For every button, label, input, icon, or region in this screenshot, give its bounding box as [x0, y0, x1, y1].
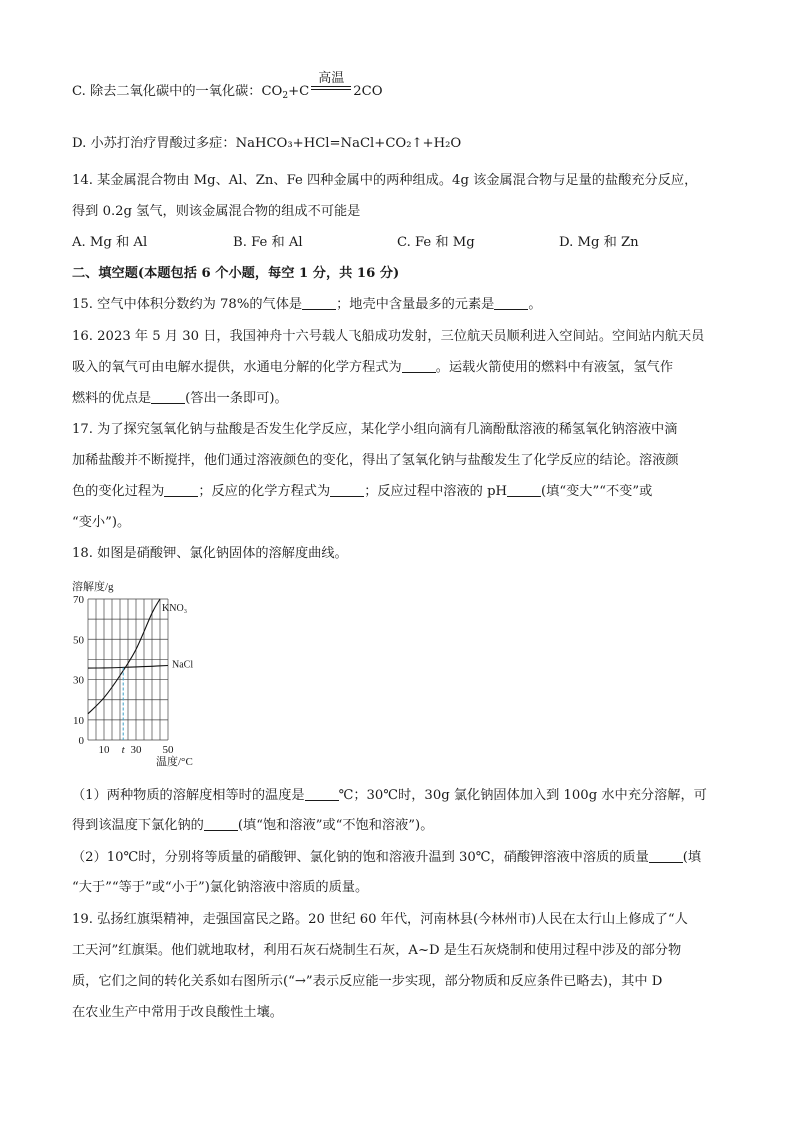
q13-d-text: D. 小苏打治疗胃酸过多症： — [72, 136, 236, 151]
q13-c-formula-start: $CO_2+C$ — [261, 84, 310, 101]
q18-p2b: (填 — [682, 850, 702, 865]
y-tick-label: 30 — [73, 674, 84, 687]
q16-line2 — [72, 359, 673, 377]
q18-p1a: （1）两种物质的溶解度相等时的温度是 — [72, 788, 305, 803]
q16-line1: 16. 2023 年 5 月 30 日，我国神舟十六号载人飞船成功发射，三位航天员顺利进入空间站。空间站内航天员 — [72, 329, 705, 344]
q15-part-c: 。 — [528, 297, 542, 312]
q14-option-d: D. Mg 和 Zn — [559, 235, 639, 250]
q15-part-b: ；地壳中含量最多的元素是 — [336, 297, 495, 312]
series-line-kno3 — [88, 599, 160, 714]
q19-line1: 19. 弘扬红旗渠精神，走强国富民之路。20 世纪 60 年代，河南林县(今林州市)人民在太行山上修成了“人 — [72, 912, 688, 927]
x-tick-label: 30 — [130, 744, 142, 756]
q14-line1: 14. 某金属混合物由 Mg、Al、Zn、Fe 四种金属中的两种组成。4g 该金属混合物与足量的盐酸充分反应， — [72, 173, 698, 188]
y-tick-label: 50 — [73, 634, 84, 647]
q13-c-product: 2CO — [353, 84, 383, 99]
answer-blank — [151, 390, 185, 404]
q17-l3b: ；反应的化学方程式为 — [198, 484, 331, 499]
nacl-label: NaCl — [172, 659, 194, 671]
answer-blank — [649, 849, 683, 863]
q19-line2: 工天河”红旗渠。他们就地取材，利用石灰石烧制生石灰，A~D 是生石灰烧制和使用过程中涉及的部分物 — [72, 943, 682, 958]
q18-part2-line1 — [72, 849, 701, 867]
q13-d-formula: NaHCO₃+HCl=NaCl+CO₂↑+H₂O — [235, 136, 462, 151]
q14-line2: 得到 0.2g 氢气，则该金属混合物的组成不可能是 — [72, 204, 361, 219]
q16-l2b: 。运载火箭使用的燃料中有液氢，氢气作 — [435, 360, 674, 375]
reaction-condition-label: 高温 — [318, 71, 345, 86]
q18-p2a: （2）10℃时，分别将等质量的硝酸钾、氯化钠的饱和溶液升温到 30℃，硝酸钾溶液中溶质的质量 — [72, 850, 649, 865]
chart-grid — [88, 599, 168, 740]
answer-blank — [302, 296, 336, 310]
q17-l3a: 色的变化过程为 — [72, 484, 165, 499]
q18-part1-line1 — [72, 787, 707, 805]
x-tick-label: 50 — [162, 744, 174, 756]
x-tick-label: t — [121, 744, 125, 756]
q17-line4: “变小”)。 — [72, 515, 131, 530]
y-tick-label: 70 — [73, 594, 84, 606]
q17-line2: 加稀盐酸并不断搅拌，他们通过溶液颜色的变化，得出了氢氧化钠与盐酸发生了化学反应的结论。溶液颜 — [72, 453, 679, 468]
q14-option-b: B. Fe 和 Al — [233, 235, 303, 250]
q17-l3c: ；反应过程中溶液的 pH — [364, 484, 508, 499]
q15-part-a: 15. 空气中体积分数约为 78%的气体是 — [72, 297, 303, 312]
answer-blank — [164, 483, 198, 497]
q14-option-c: C. Fe 和 Mg — [397, 235, 475, 250]
solubility-chart — [60, 572, 260, 772]
y-tick-label: 10 — [73, 714, 84, 727]
reaction-condition — [309, 71, 353, 97]
q13-c-text: C. 除去二氧化碳中的一氧化碳： — [72, 84, 262, 99]
q18-part2-line2: “大于”“等于”或“小于”)氯化钠溶液中溶质的质量。 — [72, 880, 369, 895]
q18-p1c: 得到该温度下氯化钠的 — [72, 818, 204, 833]
y-axis-label: 溶解度/g — [72, 581, 114, 593]
q18-intro: 18. 如图是硝酸钾、氯化钠固体的溶解度曲线。 — [72, 546, 348, 561]
q16-l2a: 吸入的氧气可由电解水提供，水通电分解的化学方程式为 — [72, 360, 402, 375]
section-heading: 二、填空题(本题包括 6 个小题，每空 1 分，共 16 分) — [72, 266, 400, 281]
q17-l3d: (填“变大”“不变”或 — [541, 484, 653, 499]
q16-l3b: (答出一条即可)。 — [185, 391, 288, 406]
q15 — [72, 296, 542, 314]
q14-option-a: A. Mg 和 Al — [72, 235, 148, 250]
q19-line3: 质，它们之间的转化关系如右图所示(“→”表示反应能一步实现，部分物质和反应条件已略去)，其中 D — [72, 974, 663, 989]
kno3-label: KNO₃ — [162, 603, 188, 614]
q17-line1: 17. 为了探究氢氧化钠与盐酸是否发生化学反应，某化学小组向滴有几滴酚酞溶液的稀氢氧化钠溶液中滴 — [72, 422, 678, 437]
q17-line3 — [72, 483, 652, 501]
answer-blank — [204, 817, 238, 831]
answer-blank — [402, 359, 436, 373]
q13-option-d — [72, 135, 461, 153]
answer-blank — [507, 483, 541, 497]
q16-line3 — [72, 390, 288, 408]
x-tick-label: 10 — [98, 744, 110, 756]
answer-blank — [305, 787, 339, 801]
answer-blank — [330, 483, 364, 497]
x-axis-label: 温度/°C — [156, 756, 193, 768]
answer-blank — [494, 296, 528, 310]
q16-l3a: 燃料的优点是 — [72, 391, 152, 406]
q13-option-c — [72, 71, 383, 105]
q18-part1-line2 — [72, 817, 433, 835]
y-tick-label: 0 — [78, 735, 84, 747]
q18-p1d: (填“饱和溶液”或“不饱和溶液”)。 — [237, 818, 434, 833]
q19-line4: 在农业生产中常用于改良酸性土壤。 — [72, 1005, 283, 1020]
q18-p1b: ℃；30℃时，30g 氯化钠固体加入到 100g 水中充分溶解，可 — [338, 788, 707, 803]
